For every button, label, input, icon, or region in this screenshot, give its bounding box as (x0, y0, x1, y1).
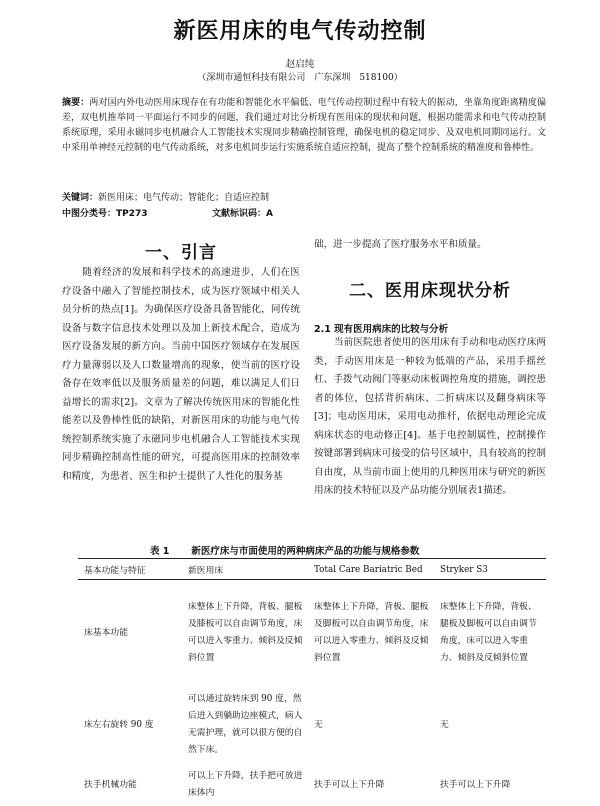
paper-title: 新医用床的电气传动控制 (173, 19, 427, 44)
table-caption (150, 543, 441, 557)
table-header: Total Care Bariatric Bed (308, 559, 434, 580)
clc-value: TP273 (116, 209, 148, 219)
table-cell: 床整体上下升降，背板、腿板及膝板可以自由调节角度，床可以进入零重力、倾斜及反倾斜位置 (188, 602, 303, 663)
table-cell: 扶手机械功能 (84, 779, 137, 790)
table-header: 新医用床 (182, 559, 308, 580)
section1-heading: 一、引言 (145, 243, 217, 263)
table-cell: 床基本功能 (84, 627, 128, 638)
table-cell: 床整体上下升降，背板、腿板及脚板可以自由调节角度，床可以进入零重力、倾斜及反倾斜位置 (440, 602, 537, 663)
table-row (78, 764, 546, 806)
doc-code-label: 文献标识码： (212, 209, 267, 219)
keywords (62, 190, 269, 203)
abstract-label: 摘要： (62, 98, 90, 108)
author: 赵启纯 (285, 59, 315, 70)
keywords-text: 新医用床；电气传动；智能化；自适应控制 (98, 193, 270, 203)
classification (62, 206, 312, 219)
table-cell: 扶手可以上下升降 (440, 779, 511, 790)
table-cell: 床左右旋转 90 度 (84, 719, 154, 730)
affiliation: （深圳市通恒科技有限公司 广东深圳 518100） (197, 73, 403, 83)
clc-label: 中图分类号： (62, 209, 117, 219)
section1-text: 随着经济的发展和科学技术的高速进步，人们在医疗设备中融入了智能控制技术，成为医疗领域中相关人员分析的热点[1]。为确保医疗设备具备智能化，同传统设备与数字信息技术处理以及加上新技术配合，造成为医疗设备发展的新方向。当前中国医疗领域存在发展医疗力量薄弱以及人口数量增高的现象，使当前的医疗设备存在效率低以及服务质量差的问题，难以满足人们日益增长的需求[2]。文章为了解决传统医用床的智能化性能差以及鲁棒性低的缺陷，对新医用床的功能与电气传统控制系统实施了永磁同步电机融合人工智能技术实现同步精确控制高性能的研究，可提高医用床的控制效率和精度，为患者、医生和护士提供了人性化的服务基 (62, 267, 300, 482)
section2-paragraph (314, 334, 546, 501)
abstract (62, 96, 546, 156)
table-header: 基本功能与特征 (78, 559, 182, 580)
table-caption-text: 新医疗床与市面使用的两种病床产品的功能与规格参数 (191, 546, 420, 557)
table-cell: 无 (314, 719, 323, 730)
abstract-text: 两对国内外电动医用床现存在有功能和智能化水平偏低、电气传动控制过程中有较大的振动，坐靠角度距离精度偏差，双电机推举同一平面运行不同步的问题，我们通过对比分析现有医用床的现状和问题，根据功能需求和电气传动控制系统原理，采用永磁同步电机融合人工智能技术实现同步精确控制管理，确保电机的稳定同步、及双电机同期同运行。文中采用单神经元控制的电气传动系统，对多电机同步运行实施系统自适应控制，提高了整个控制系统的精准度和鲁棒性。 (62, 98, 546, 153)
table-caption-number: 表 1 (150, 546, 170, 557)
section2-text: 当前医院患者使用的医用床有手动和电动医疗床两类，手动医用床是一种较为低端的产品，采用手摇丝杠、手拨气动阀门等驱动床板调控角度的措施，调控患者的体位，包括背折病床、二折病床以及翻身病床等[3]；电动医用床，采用电动推杆，依据电动理论完成病床状态的电动修正[4]。基于电控制属性，控制操作按键部署到病床可接受的信号区域中，具有较高的控制自由度，从当前市面上使用的几种医用床与研究的新医用床的技术特征以及产品功能分别展表1描述。 (314, 337, 546, 496)
table-row (78, 580, 546, 687)
table-row (78, 686, 546, 764)
keywords-label: 关键词： (62, 193, 99, 203)
col2-continuation: 础，进一步提高了医疗服务水平和质量。 (314, 239, 487, 250)
table-cell: 扶手可以上下升降 (314, 779, 385, 790)
doc-code-value: A (266, 209, 273, 219)
table-cell: 可以通过旋转床到 90 度，然后进入到躺助边座模式，病人无需护理，就可以很方便的自然下床。 (188, 694, 303, 755)
table-header: Stryker S3 (434, 559, 546, 580)
table-cell: 可以上下升降，扶手把可放进床体内 (188, 771, 303, 798)
table-cell: 床整体上下升降，背板、腿板及脚板可以自由调节角度，床可以进入零重力、倾斜及反倾斜位置 (314, 602, 429, 663)
section2-heading: 二、医用床现状分析 (349, 281, 511, 301)
spec-table (78, 558, 546, 806)
section1-paragraph (62, 264, 300, 486)
subsection-2-1-heading: 2.1 现有医用病床的比较与分析 (314, 324, 449, 335)
table-header-row (78, 559, 546, 580)
table-cell: 无 (440, 719, 449, 730)
